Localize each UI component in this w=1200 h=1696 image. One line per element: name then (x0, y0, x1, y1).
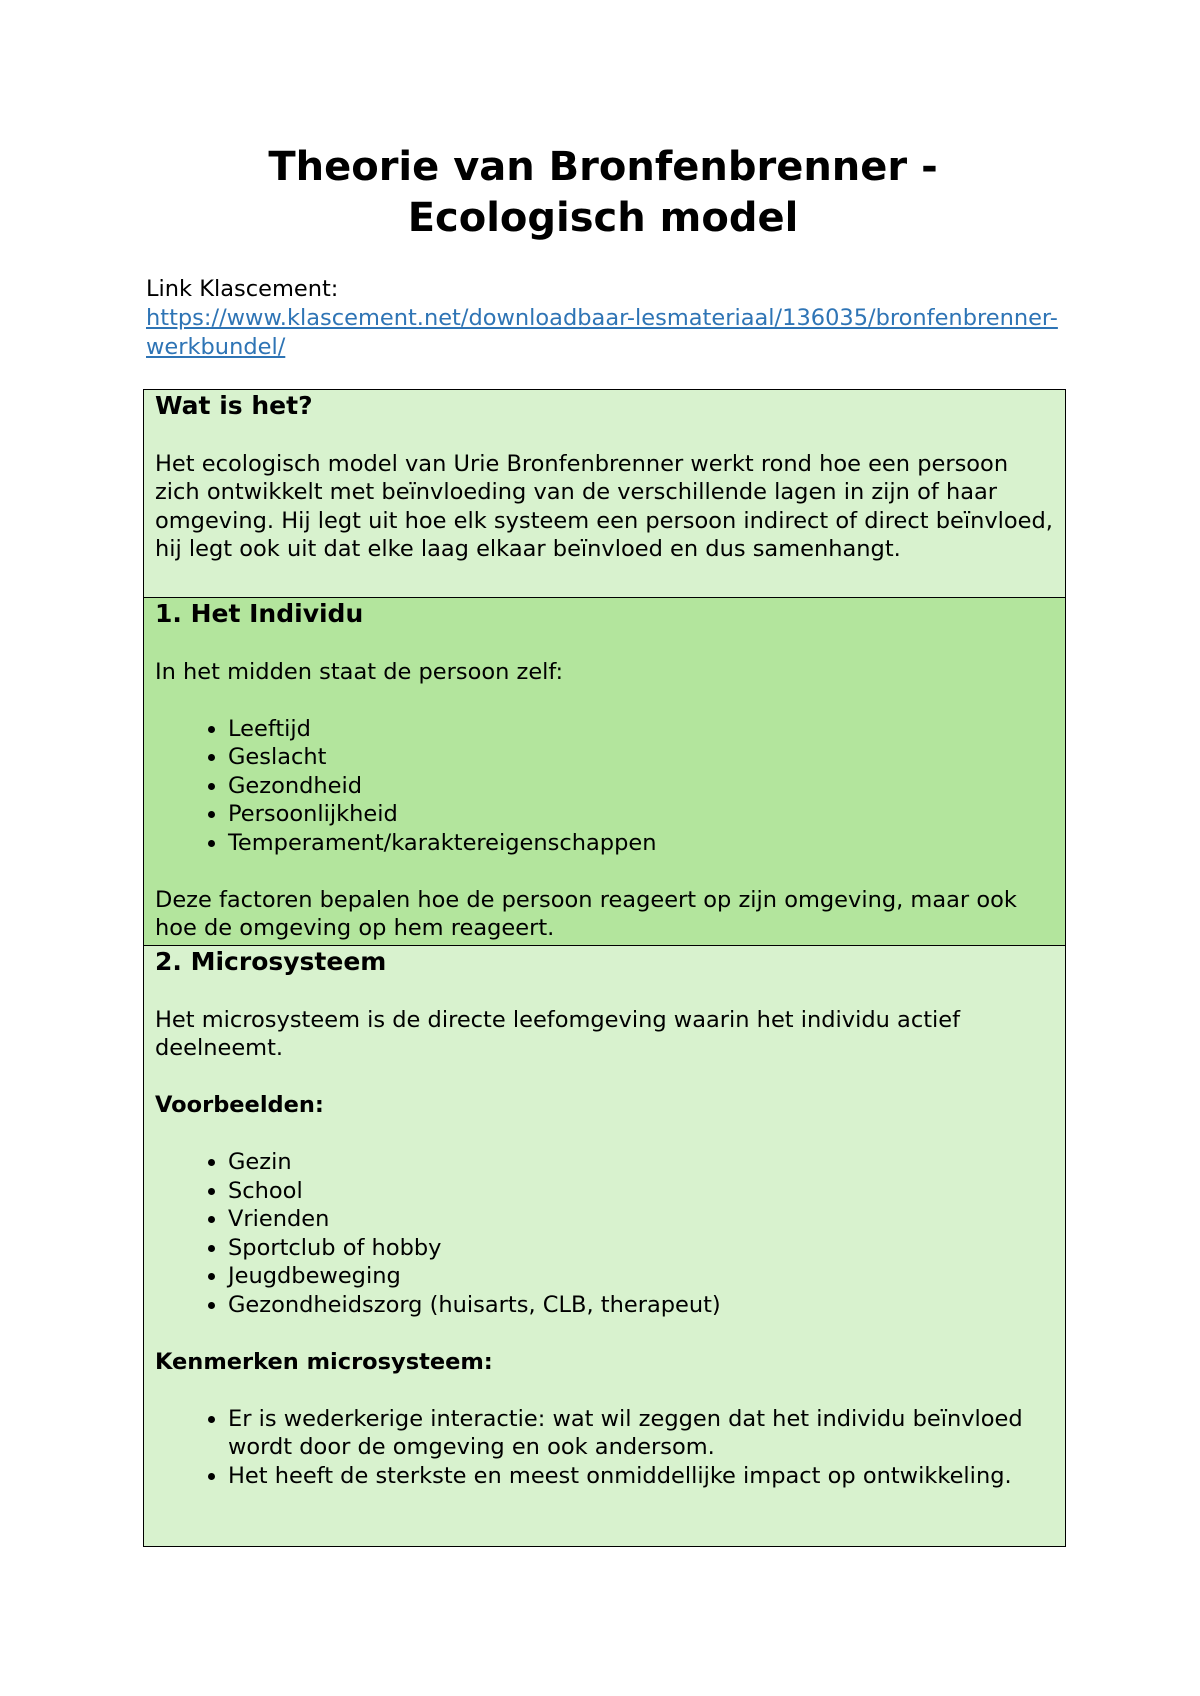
list-item: • Gezondheidszorg (huisarts, CLB, therapeut) (228, 1291, 1055, 1320)
list-item: • Gezondheid (228, 772, 1055, 801)
examples-label: Voorbeelden: (155, 1092, 324, 1118)
list-item: • Jeugdbeweging (228, 1262, 1055, 1291)
list-item: • School (228, 1177, 1055, 1206)
list-item: • Temperament/karaktereigenschappen (228, 829, 1055, 858)
page-title: Theorie van Bronfenbrenner - Ecologisch model (268, 144, 938, 241)
section-individual (144, 598, 1066, 946)
list-item: • Gezin (228, 1148, 1055, 1177)
micro-examples-list (155, 1148, 1055, 1319)
micro-features-list (155, 1405, 1055, 1491)
section-heading-what: Wat is het? (155, 391, 313, 420)
section-outro-individual: Deze factoren bepalen hoe de persoon reageert op zijn omgeving, maar ook hoe de omgeving op hem reageert. (155, 886, 1017, 941)
section-heading-micro: 2. Microsysteem (155, 947, 387, 976)
section-text-what: Het ecologisch model van Urie Bronfenbrenner werkt rond hoe een persoon zich ontwikkelt met beïnvloeding van de verschillende lagen in zijn of haar omgeving. Hij legt uit hoe elk systeem een persoon indirect of direct beïnvloed, hij legt ook uit dat elke laag elkaar beïnvloed en dus samenhangt. (155, 450, 1053, 562)
features-label: Kenmerken microsysteem: (155, 1348, 493, 1375)
section-micro (144, 946, 1066, 1547)
list-item: • Het heeft de sterkste en meest onmiddellijke impact op ontwikkeling. (228, 1462, 1055, 1491)
list-item: • Vrienden (228, 1205, 1055, 1234)
section-intro-micro: Het microsysteem is de directe leefomgeving waarin het individu actief deelneemt. (155, 1006, 961, 1061)
section-what (144, 390, 1066, 598)
individual-factor-list (155, 715, 1055, 858)
list-item: • Er is wederkerige interactie: wat wil zeggen dat het individu beïnvloed wordt door de omgeving en ook andersom. (228, 1405, 1055, 1462)
list-item: • Sportclub of hobby (228, 1234, 1055, 1263)
link-block (146, 275, 1066, 362)
link-label: Link Klascement: (146, 276, 339, 302)
content-table (143, 389, 1066, 1547)
section-heading-individual: 1. Het Individu (155, 599, 364, 628)
list-item: • Persoonlijkheid (228, 800, 1055, 829)
list-item: • Leeftijd (228, 715, 1055, 744)
section-intro-individual: In het midden staat de persoon zelf: (155, 658, 564, 685)
klascement-link[interactable]: https://www.klascement.net/downloadbaar-lesmateriaal/136035/bronfenbrenner-werkbundel/ (146, 305, 1058, 360)
list-item: • Geslacht (228, 743, 1055, 772)
